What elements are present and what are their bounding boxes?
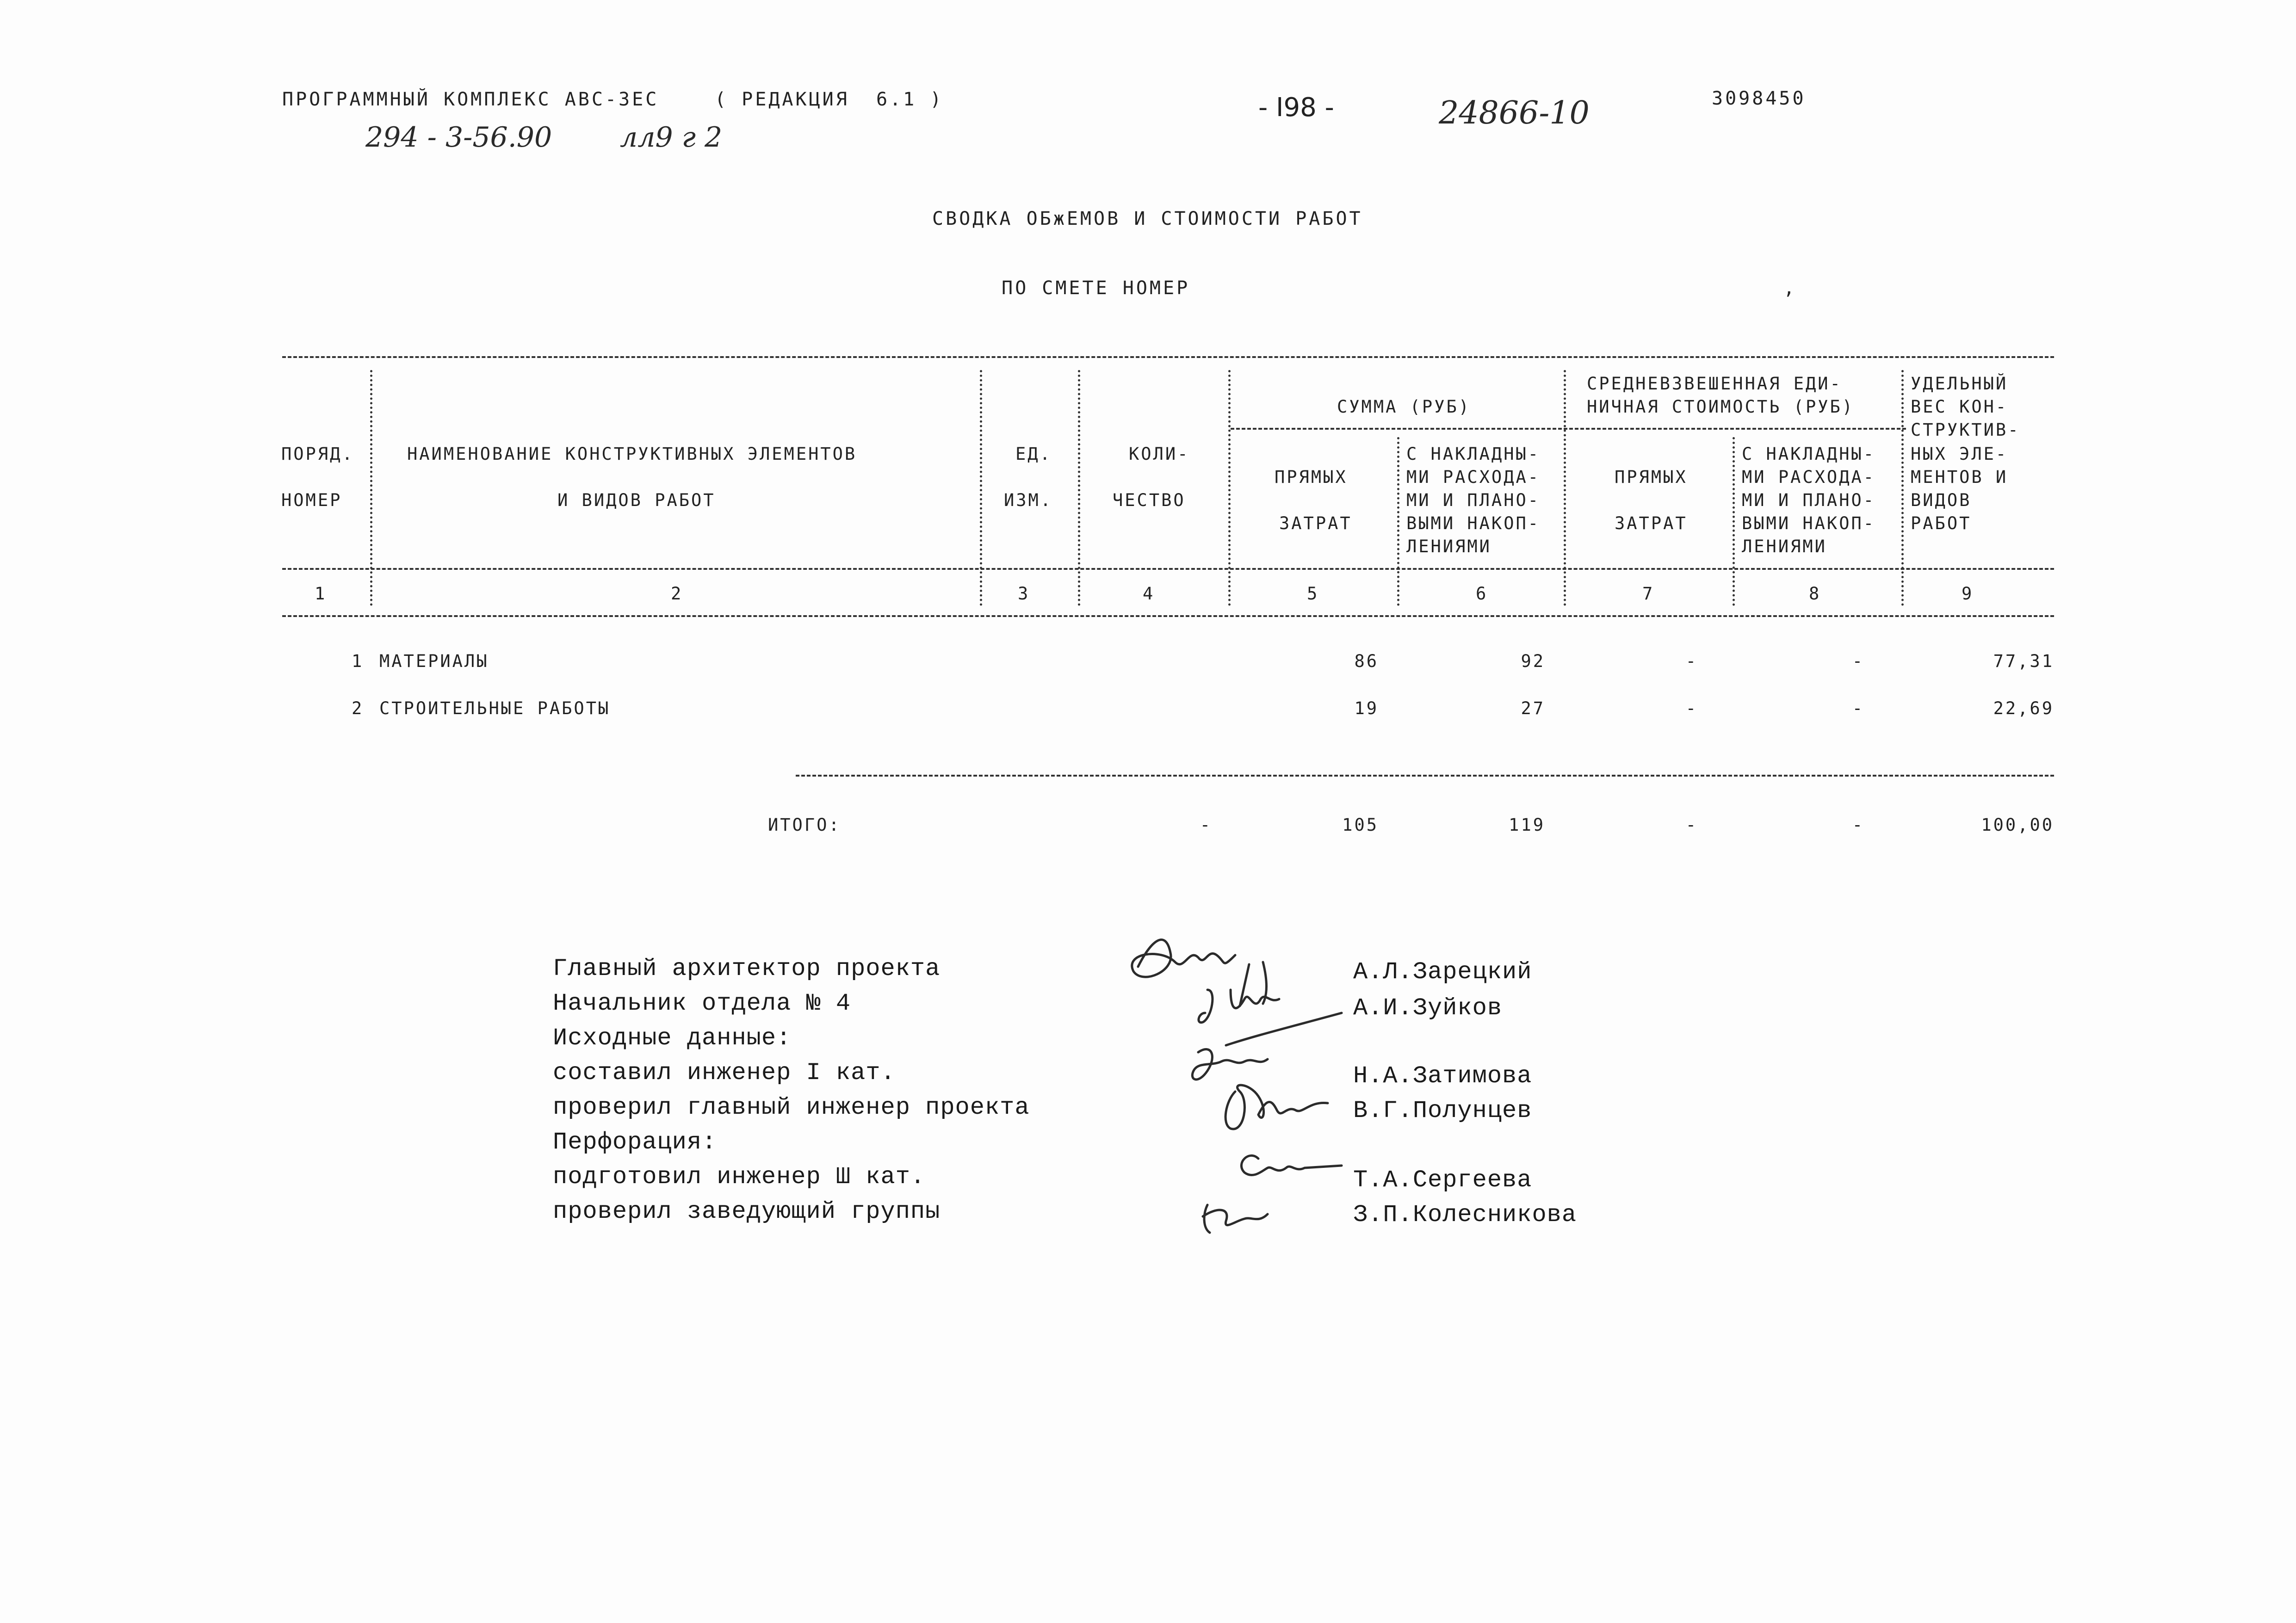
row-avg-direct: -: [1685, 698, 1698, 718]
header-direct-costs-a: ПРЯМЫХ: [1275, 467, 1348, 487]
handwritten-reference: 24866-10: [1439, 95, 1590, 131]
row-number: 2: [352, 698, 364, 718]
header-avg-overhead-l4: ВЫМИ НАКОП-: [1742, 513, 1876, 533]
name-poluntsev: В.Г.Полунцев: [1353, 1097, 1532, 1124]
header-name-b: И ВИДОВ РАБОТ: [557, 490, 716, 510]
document-code: 3098450: [1712, 88, 1806, 109]
header-share-l4: НЫХ ЭЛЕ-: [1911, 444, 2008, 464]
column-number-2: 2: [671, 584, 683, 604]
page-number: - I98 -: [1258, 93, 1334, 123]
role-checked-by-chief-engineer: проверил главный инженер проекта: [553, 1094, 1030, 1121]
header-overhead-l4: ВЫМИ НАКОП-: [1406, 513, 1541, 533]
signature-zuikov: [1199, 990, 1279, 1023]
signature-kolesnikova: [1203, 1205, 1268, 1233]
column-number-4: 4: [1143, 584, 1155, 604]
header-avg-direct-b: ЗАТРАТ: [1615, 513, 1688, 533]
signature-poluntsev: [1225, 1085, 1328, 1129]
header-avg-overhead-l3: МИ И ПЛАНО-: [1742, 490, 1876, 510]
header-unit-b: ИЗМ.: [1004, 490, 1053, 510]
header-overhead-l5: ЛЕНИЯМИ: [1406, 537, 1491, 556]
name-zatimova: Н.А.Затимова: [1353, 1062, 1532, 1090]
header-order-number-a: ПОРЯД.: [281, 444, 354, 464]
handwritten-note-1: 294 - 3-56.90: [365, 121, 552, 154]
column-number-8: 8: [1809, 584, 1821, 604]
name-sergeeva: Т.А.Сергеева: [1353, 1166, 1532, 1194]
header-avg-overhead-l5: ЛЕНИЯМИ: [1742, 537, 1827, 556]
signature-zatimova: [1192, 1013, 1342, 1080]
column-number-5: 5: [1307, 584, 1319, 604]
total-overhead-costs: 119: [1509, 815, 1545, 835]
total-avg-direct: -: [1685, 815, 1698, 835]
header-share-l5: МЕНТОВ И: [1911, 467, 2008, 487]
total-quantity: -: [1200, 815, 1212, 835]
total-label: ИТОГО:: [768, 815, 841, 835]
column-number-3: 3: [1018, 584, 1030, 604]
role-chief-architect: Главный архитектор проекта: [553, 955, 941, 982]
edition: ( РЕДАКЦИЯ 6.1 ): [715, 89, 944, 110]
role-perforation: Перфорация:: [553, 1129, 717, 1156]
program-name: ПРОГРАММНЫЙ КОМПЛЕКС АВС-ЗЕС: [282, 89, 659, 110]
name-kolesnikova: З.П.Колесникова: [1353, 1201, 1577, 1228]
header-share-l1: УДЕЛЬНЫЙ: [1911, 374, 2008, 394]
role-source-data: Исходные данные:: [553, 1024, 792, 1052]
header-direct-costs-b: ЗАТРАТ: [1279, 513, 1352, 533]
role-prepared-by: подготовил инженер Ш кат.: [553, 1163, 926, 1191]
column-number-6: 6: [1476, 584, 1488, 604]
header-share-l6: ВИДОВ: [1911, 490, 1972, 510]
header-share-l7: РАБОТ: [1911, 513, 1972, 533]
row-name: МАТЕРИАЛЫ: [379, 651, 489, 671]
column-number-7: 7: [1642, 584, 1655, 604]
row-direct-costs: 86: [1354, 651, 1379, 671]
header-share-l2: ВЕС КОН-: [1911, 397, 2008, 417]
header-avg-overhead-l2: МИ РАСХОДА-: [1742, 467, 1876, 487]
signature-sergeeva: [1241, 1155, 1342, 1175]
header-name-a: НАИМЕНОВАНИЕ КОНСТРУКТИВНЫХ ЭЛЕМЕНТОВ: [407, 444, 857, 464]
header-avg-group-b: НИЧНАЯ СТОИМОСТЬ (РУБ): [1587, 397, 1855, 417]
row-share: 77,31: [1993, 651, 2054, 671]
role-checked-by-group-head: проверил заведующий группы: [553, 1198, 941, 1225]
row-avg-direct: -: [1685, 651, 1698, 671]
document-title: СВОДКА ОБжЕМОВ И СТОИМОСТИ РАБОТ: [932, 208, 1363, 229]
header-sum-group: СУММА (РУБ): [1337, 397, 1471, 417]
total-share: 100,00: [1981, 815, 2054, 835]
header-avg-overhead-l1: С НАКЛАДНЫ-: [1742, 444, 1876, 464]
handwritten-note-2: лл9 г 2: [620, 121, 723, 154]
stray-mark: ,: [1783, 278, 1797, 299]
header-quantity-b: ЧЕСТВО: [1113, 490, 1186, 510]
header-order-number-b: НОМЕР: [281, 490, 342, 510]
header-overhead-l2: МИ РАСХОДА-: [1406, 467, 1541, 487]
header-avg-group-a: СРЕДНЕВЗВЕШЕННАЯ ЕДИ-: [1587, 374, 1842, 394]
document-subtitle: ПО СМЕТЕ НОМЕР: [1002, 278, 1190, 299]
column-number-1: 1: [315, 584, 327, 604]
row-share: 22,69: [1993, 698, 2054, 718]
header-avg-direct-a: ПРЯМЫХ: [1615, 467, 1688, 487]
role-department-head: Начальник отдела № 4: [553, 990, 851, 1017]
row-overhead-costs: 92: [1521, 651, 1545, 671]
row-avg-overhead: -: [1852, 698, 1864, 718]
name-zaretsky: А.Л.Зарецкий: [1353, 958, 1532, 986]
role-compiled-by: составил инженер I кат.: [553, 1059, 896, 1086]
header-overhead-l3: МИ И ПЛАНО-: [1406, 490, 1541, 510]
header-unit-a: ЕД.: [1015, 444, 1052, 464]
header-overhead-l1: С НАКЛАДНЫ-: [1406, 444, 1541, 464]
row-avg-overhead: -: [1852, 651, 1864, 671]
row-name: СТРОИТЕЛЬНЫЕ РАБОТЫ: [379, 698, 611, 718]
row-overhead-costs: 27: [1521, 698, 1545, 718]
row-number: 1: [352, 651, 364, 671]
header-share-l3: СТРУКТИВ-: [1911, 420, 2020, 440]
header-quantity-a: КОЛИ-: [1129, 444, 1190, 464]
total-avg-overhead: -: [1852, 815, 1864, 835]
name-zuikov: А.И.Зуйков: [1353, 994, 1503, 1022]
total-direct-costs: 105: [1342, 815, 1379, 835]
column-number-9: 9: [1962, 584, 1974, 604]
row-direct-costs: 19: [1354, 698, 1379, 718]
